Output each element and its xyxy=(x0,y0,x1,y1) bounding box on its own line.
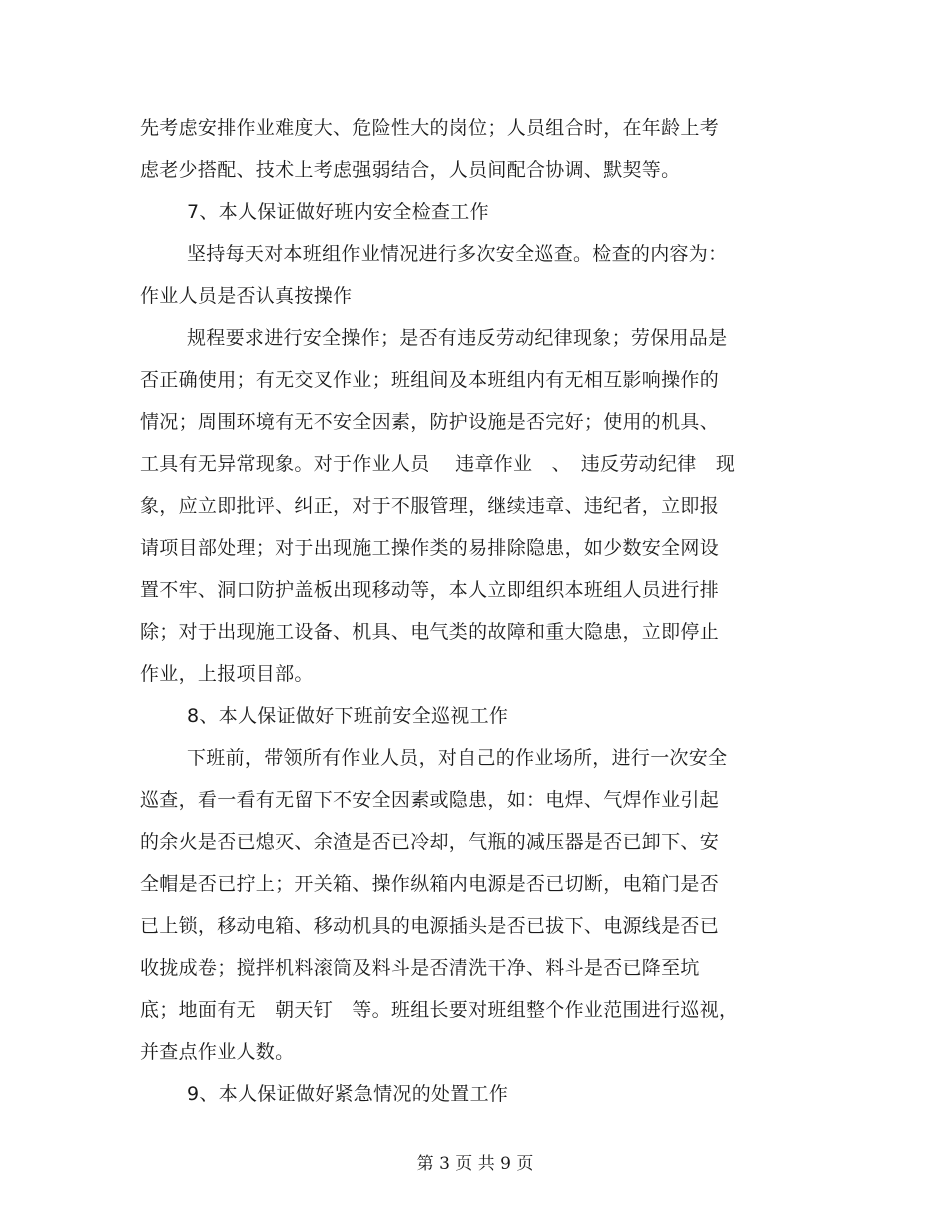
body-text-line: 请项目部处理；对于出现施工操作类的易排除隐患，如少数安全网设 xyxy=(140,537,720,559)
body-text-line: 下班前，带领所有作业人员，对自己的作业场所，进行一次安全 xyxy=(187,747,728,769)
body-text-line: 巡查，看一看有无留下不安全因素或隐患，如：电焊、气焊作业引起 xyxy=(140,789,720,811)
footer-suffix: 页 xyxy=(516,1154,534,1174)
body-text-line: 并查点作业人数。 xyxy=(140,1041,295,1063)
body-text-line: 先考虑安排作业难度大、危险性大的岗位；人员组合时，在年龄上考 xyxy=(140,117,720,139)
footer-total-label: 共 xyxy=(477,1154,495,1174)
footer-page-label: 页 xyxy=(455,1154,473,1174)
page-footer xyxy=(0,1152,950,1176)
section-heading-9: 9、本人保证做好紧急情况的处置工作 xyxy=(187,1083,509,1105)
body-text-line: 情况；周围环境有无不安全因素，防护设施是否完好；使用的机具、 xyxy=(140,411,720,433)
footer-prefix: 第 xyxy=(416,1154,434,1174)
body-text-line: 工具有无异常现象。对于作业人员 违章作业 、 违反劳动纪律 现 xyxy=(140,453,736,475)
footer-current-page: 3 xyxy=(439,1154,450,1174)
body-text-line: 坚持每天对本班组作业情况进行多次安全巡查。检查的内容为： xyxy=(187,243,728,265)
body-text-line: 底；地面有无 朝天钉 等。班组长要对班组整个作业范围进行巡视， xyxy=(140,999,739,1021)
body-text-line: 的余火是否已熄灭、余渣是否已冷却，气瓶的减压器是否已卸下、安 xyxy=(140,831,720,853)
section-heading-8: 8、本人保证做好下班前安全巡视工作 xyxy=(187,705,509,727)
body-text-line: 作业人员是否认真按操作 xyxy=(140,285,353,307)
body-text-line: 否正确使用；有无交叉作业；班组间及本班组内有无相互影响操作的 xyxy=(140,369,720,391)
body-text-line: 象，应立即批评、纠正，对于不服管理，继续违章、违纪者，立即报 xyxy=(140,495,720,517)
body-text-line: 作业，上报项目部。 xyxy=(140,663,314,685)
body-text-line: 规程要求进行安全操作；是否有违反劳动纪律现象；劳保用品是 xyxy=(187,327,728,349)
body-text-line: 收拢成卷；搅拌机料滚筒及料斗是否清洗干净、料斗是否已降至坑 xyxy=(140,957,700,979)
footer-total-pages: 9 xyxy=(500,1154,511,1174)
body-text-line: 虑老少搭配、技术上考虑强弱结合，人员间配合协调、默契等。 xyxy=(140,159,681,181)
body-text-line: 置不牢、洞口防护盖板出现移动等，本人立即组织本班组人员进行排 xyxy=(140,579,720,601)
body-text-line: 全帽是否已拧上；开关箱、操作纵箱内电源是否已切断，电箱门是否 xyxy=(140,873,720,895)
body-text-line: 已上锁，移动电箱、移动机具的电源插头是否已拔下、电源线是否已 xyxy=(140,915,720,937)
body-text-line: 除；对于出现施工设备、机具、电气类的故障和重大隐患，立即停止 xyxy=(140,621,720,643)
section-heading-7: 7、本人保证做好班内安全检查工作 xyxy=(187,201,489,223)
